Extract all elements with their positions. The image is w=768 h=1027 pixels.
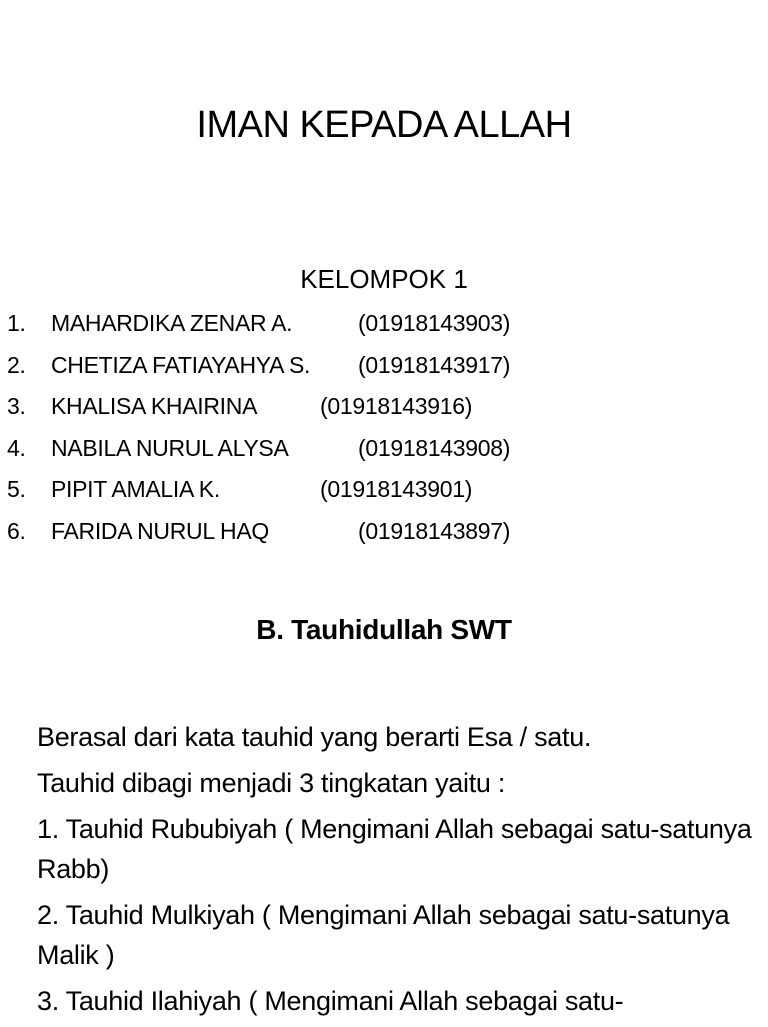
paragraph: 1. Tauhid Rububiyah ( Mengimani Allah sebagai satu-satunya Rabb) (37, 814, 752, 884)
member-id: (01918143916) (320, 393, 473, 420)
member-id: (01918143903) (358, 310, 511, 336)
member-number: 4. (7, 434, 26, 461)
member-number: 3. (7, 393, 26, 420)
member-name: NABILA NURUL ALYSA (51, 434, 289, 461)
member-id: (01918143901) (320, 476, 473, 503)
paragraph: Tauhid dibagi menjadi 3 tingkatan yaitu : (37, 768, 506, 798)
member-id: (01918143908) (358, 434, 511, 461)
paragraph: Berasal dari kata tauhid yang berarti Esa / satu. (37, 722, 592, 752)
slide-content (0, 575, 768, 1024)
member-number: 6. (7, 517, 26, 544)
group-name: KELOMPOK 1 (300, 264, 468, 294)
member-id: (01918143897) (358, 517, 511, 544)
member-number: 1. (7, 310, 26, 336)
member-id: (01918143917) (358, 351, 511, 378)
paragraph: 2. Tauhid Mulkiyah ( Mengimani Allah sebagai satu-satunya Malik ) (37, 900, 730, 970)
member-number: 5. (7, 476, 26, 503)
content-body (37, 717, 755, 1027)
member-name: CHETIZA FATIAYAHYA S. (51, 351, 311, 378)
paragraph: 3. Tauhid Ilahiyah ( Mengimani Allah sebagai satu- (37, 986, 624, 1016)
member-name: PIPIT AMALIA K. (51, 476, 220, 503)
member-name: KHALISA KHAIRINA (51, 393, 258, 420)
member-number: 2. (7, 351, 26, 378)
member-name: FARIDA NURUL HAQ (51, 517, 270, 544)
member-name: MAHARDIKA ZENAR A. (51, 310, 293, 336)
section-heading: B. Tauhidullah SWT (256, 614, 512, 645)
page-title: IMAN KEPADA ALLAH (196, 104, 572, 146)
